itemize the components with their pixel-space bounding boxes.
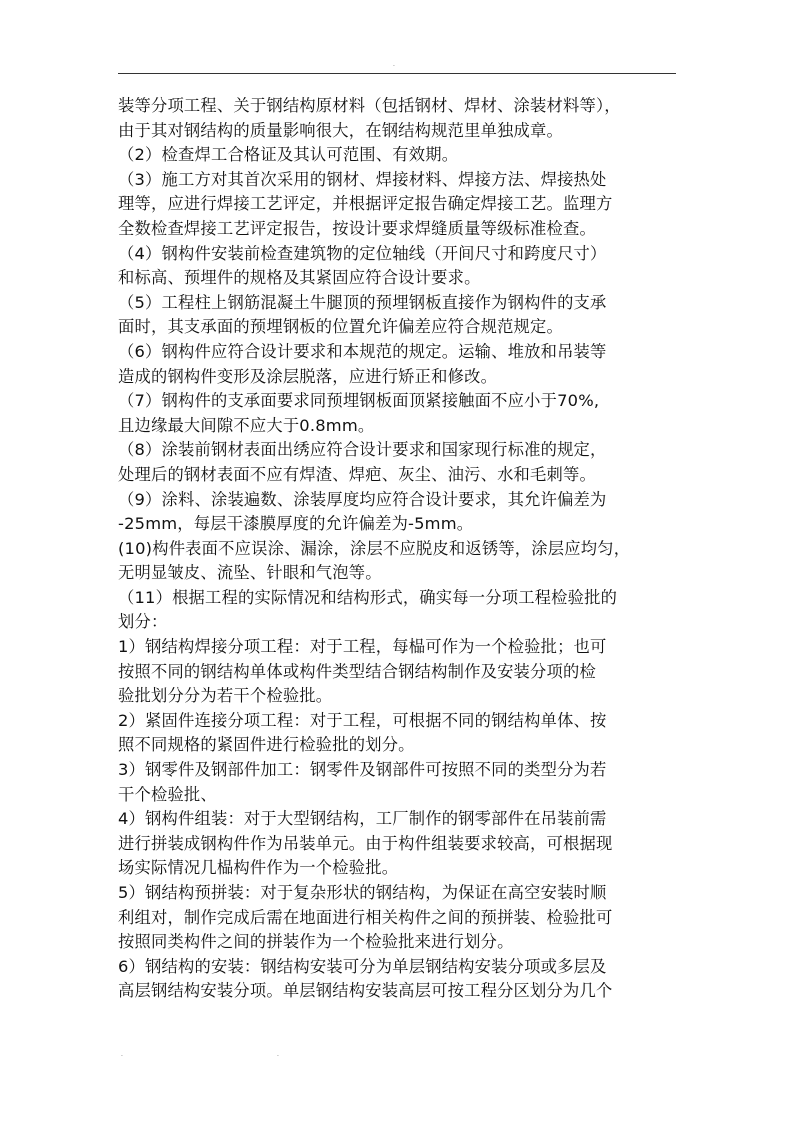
text-line: （6）钢构件应符合设计要求和本规范的规定。运输、堆放和吊装等 bbox=[118, 341, 607, 361]
text-line: -25mm，每层干漆膜厚度的允许偏差为-5mm。 bbox=[118, 514, 474, 534]
text-line: （5）工程柱上钢筋混凝土牛腿顶的预埋钢板直接作为钢构件的支承 bbox=[118, 292, 607, 312]
text-line: 和标高、预埋件的规格及其紧固应符合设计要求。 bbox=[118, 268, 481, 288]
text-line: 3）钢零件及钢部件加工：钢零件及钢部件可按照不同的类型分为若 bbox=[118, 760, 607, 780]
header-mark: . bbox=[393, 61, 395, 68]
text-line: （9）涂料、涂装遍数、涂装厚度均应符合设计要求，其允许偏差为 bbox=[118, 489, 607, 509]
text-line: 全数检查焊接工艺评定报告，按设计要求焊缝质量等级标准检查。 bbox=[118, 218, 596, 238]
body-text bbox=[118, 94, 678, 1004]
text-line: （8）涂装前钢材表面出绣应符合设计要求和国家现行标准的规定， bbox=[118, 440, 607, 460]
text-line: （2）检查焊工合格证及其认可范围、有效期。 bbox=[118, 145, 459, 165]
text-line: 高层钢结构安装分项。单层钢结构安装高层可按工程分区划分为几个 bbox=[118, 981, 613, 1001]
text-line: 由于其对钢结构的质量影响很大，在钢结构规范里单独成章。 bbox=[118, 120, 563, 140]
text-line: （11）根据工程的实际情况和结构形式，确实每一分项工程检验批的 bbox=[118, 587, 618, 607]
text-line: （7）钢构件的支承面要求同预埋钢板面顶紧接触面不应小于70%, bbox=[118, 391, 600, 411]
text-line: （4）钢构件安装前检查建筑物的定位轴线（开间尺寸和跨度尺寸） bbox=[118, 243, 607, 263]
text-line: 进行拼装成钢构件作为吊装单元。由于构件组装要求较高，可根据现 bbox=[118, 833, 613, 853]
text-line: （3）施工方对其首次采用的钢材、焊接材料、焊接方法、焊接热处 bbox=[118, 169, 607, 189]
text-line: 无明显皱皮、流坠、针眼和气泡等。 bbox=[118, 563, 382, 583]
text-line: (10)构件表面不应误涂、漏涂，涂层不应脱皮和返锈等，涂层应均匀， bbox=[118, 538, 631, 558]
text-line: 5）钢结构预拼装：对于复杂形状的钢结构，为保证在高空安装时顺 bbox=[118, 883, 607, 902]
text-line: 按照不同的钢结构单体或构件类型结合钢结构制作及安装分项的检 bbox=[118, 661, 596, 681]
text-line: 理等，应进行焊接工艺评定，并根据评定报告确定焊接工艺。监理方 bbox=[118, 194, 613, 214]
text-line: 4）钢构件组装：对于大型钢结构，工厂制作的钢零部件在吊装前需 bbox=[118, 809, 607, 829]
footer-mark-right: . bbox=[277, 1051, 279, 1058]
text-line: 验批划分分为若干个检验批。 bbox=[118, 686, 333, 706]
text-line: 1）钢结构焊接分项工程：对于工程，每榀可作为一个检验批；也可 bbox=[118, 637, 607, 657]
text-line: 干个检验批、 bbox=[118, 784, 217, 804]
text-line: 照不同规格的紧固件进行检验批的划分。 bbox=[118, 735, 415, 755]
text-line: 按照同类构件之间的拼装作为一个检验批来进行划分。 bbox=[118, 932, 514, 952]
footer-mark-left: . bbox=[121, 1051, 123, 1058]
text-line: 场实际情况几榀构件作为一个检验批。 bbox=[118, 858, 399, 878]
text-line: 划分： bbox=[118, 612, 168, 632]
text-line: 面时，其支承面的预埋钢板的位置允许偏差应符合规范规定。 bbox=[118, 317, 563, 337]
text-line: 处理后的钢材表面不应有焊渣、焊疤、灰尘、油污、水和毛刺等。 bbox=[118, 464, 596, 484]
text-line: 造成的钢构件变形及涂层脱落，应进行矫正和修改。 bbox=[118, 366, 498, 386]
text-line: 2）紧固件连接分项工程：对于工程，可根据不同的钢结构单体、按 bbox=[118, 710, 607, 730]
text-line: 装等分项工程、关于钢结构原材料（包括钢材、焊材、涂装材料等）， bbox=[118, 96, 621, 115]
header-rule bbox=[118, 73, 676, 74]
text-line: 利组对，制作完成后需在地面进行相关构件之间的预拼装、检验批可 bbox=[118, 907, 613, 927]
text-line: 且边缘最大间隙不应大于0.8mm。 bbox=[118, 415, 375, 435]
text-line: 6）钢结构的安装：钢结构安装可分为单层钢结构安装分项或多层及 bbox=[118, 956, 607, 976]
